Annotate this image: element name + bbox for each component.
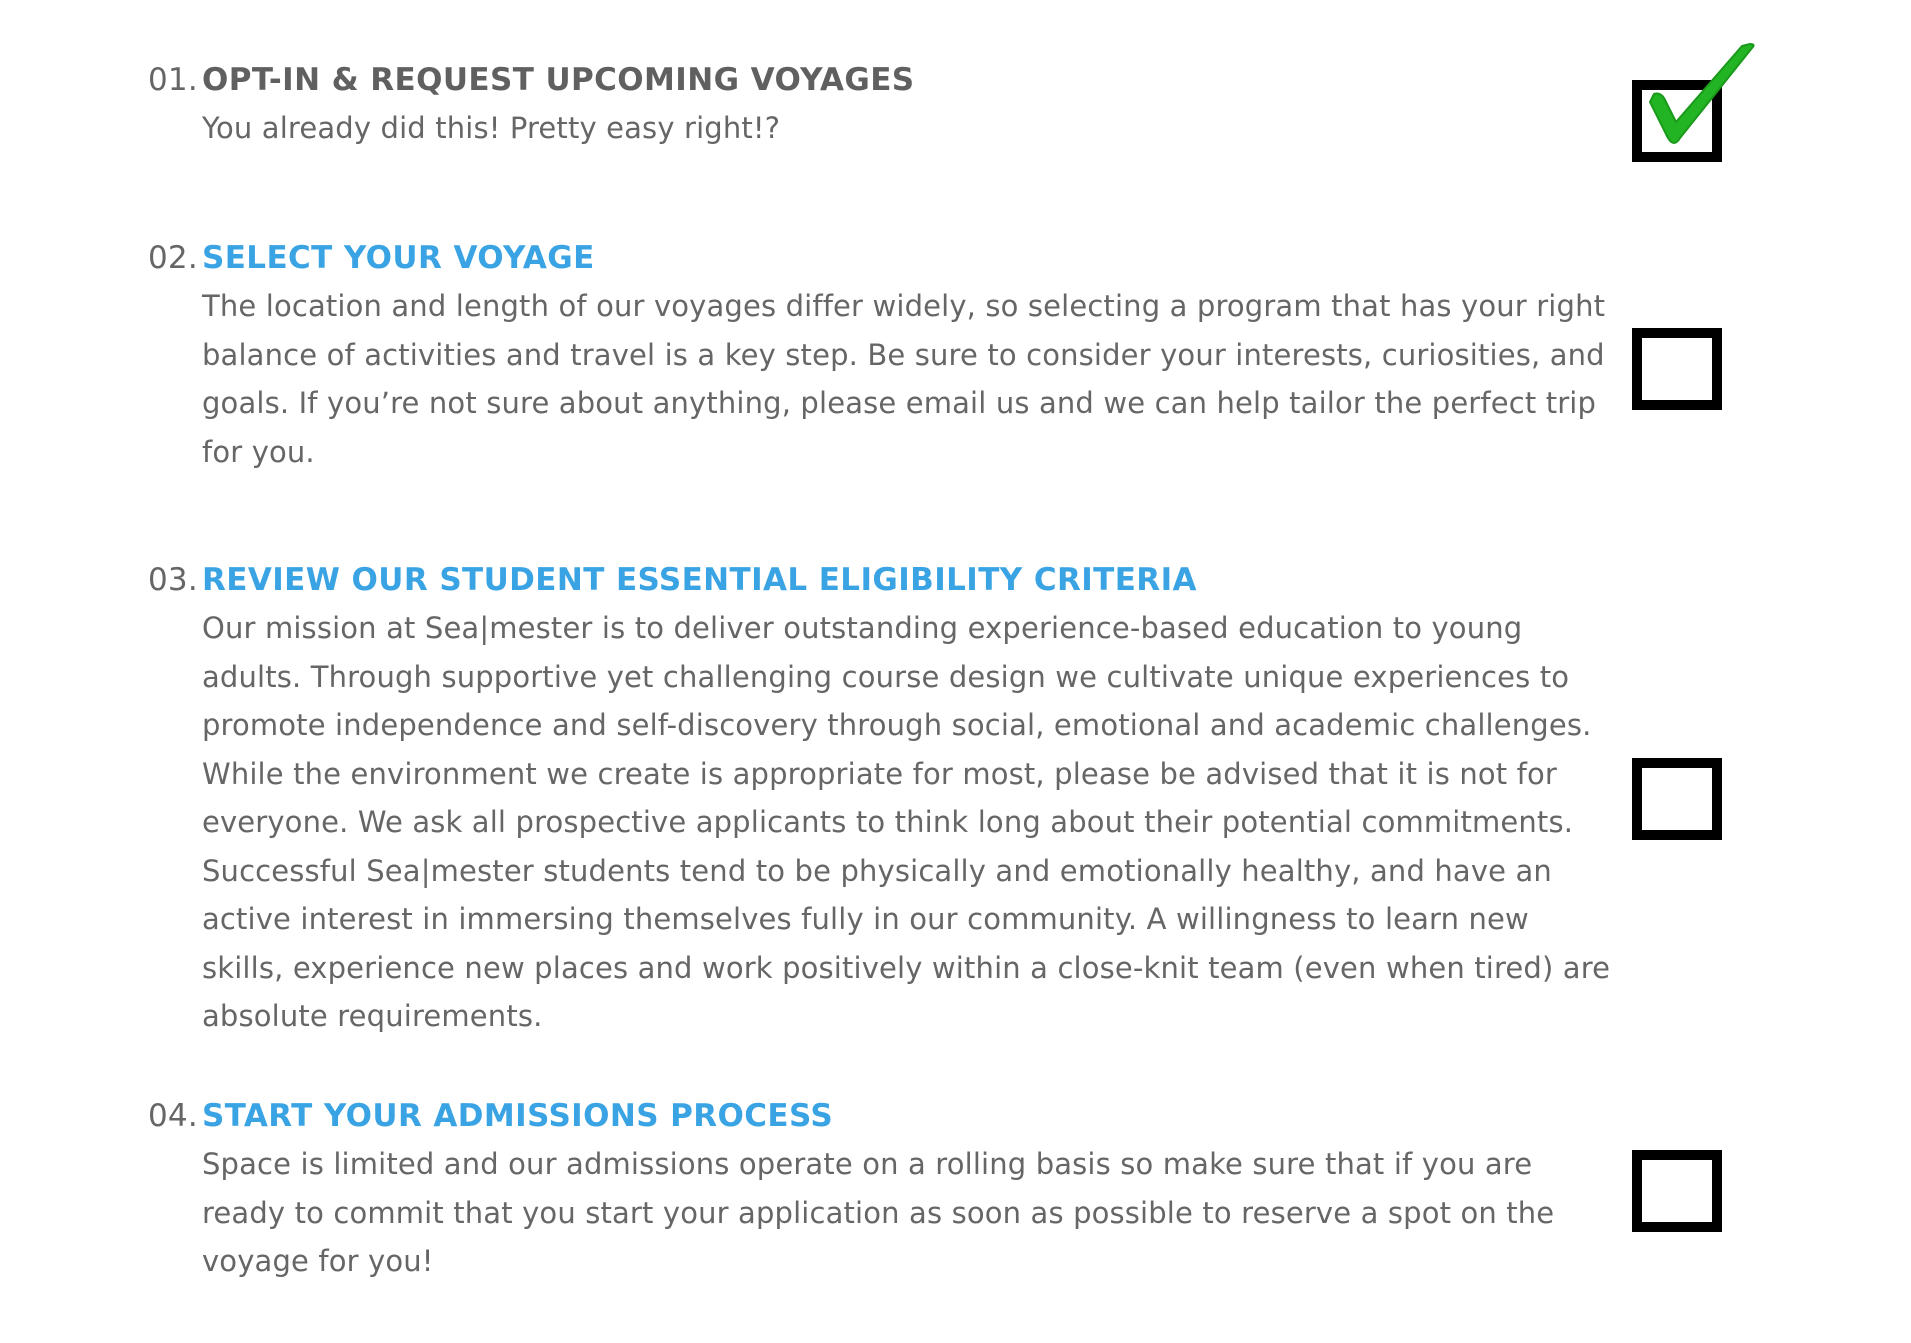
- step-1-checkbox[interactable]: [1632, 80, 1722, 162]
- step-4-description: Space is limited and our admissions operate on a rolling basis so make sure that if you are ready to commit that you start your application as soon as possible to reserve a spot on the voyage for you!: [202, 1147, 1555, 1278]
- step-3: [148, 556, 1611, 1041]
- step-3-title-link[interactable]: REVIEW OUR STUDENT ESSENTIAL ELIGIBILITY CRITERIA: [202, 562, 1197, 598]
- step-1-heading: [148, 56, 1608, 104]
- step-1-number: 01.: [148, 62, 198, 98]
- step-1-description: You already did this! Pretty easy right!?: [202, 111, 781, 145]
- step-4-checkbox[interactable]: [1632, 1150, 1722, 1232]
- step-2: [148, 234, 1608, 476]
- step-2-number: 02.: [148, 240, 198, 276]
- step-1: [148, 56, 1608, 153]
- step-3-description: Our mission at Sea|mester is to deliver outstanding experience-based education to young adults. Through supportive yet challenging course design we cultivate unique experiences to promote independence and self-discovery through social, emotional and academic challenges. While the environment we create is appropriate for most, please be advised that it is not for everyone. We ask all prospective applicants to think long about their potential commitments. Successful Sea|mester students tend to be physically and emotionally healthy, and have an active interest in immersing themselves fully in our community. A willingness to learn new skills, experience new places and work positively within a close-knit team (even when tired) are absolute requirements.: [202, 611, 1611, 1033]
- step-3-checkbox[interactable]: [1632, 758, 1722, 840]
- step-3-heading: [148, 556, 1608, 604]
- step-3-number: 03.: [148, 562, 198, 598]
- step-4: [148, 1092, 1608, 1286]
- step-1-title: OPT-IN & REQUEST UPCOMING VOYAGES: [202, 62, 915, 98]
- step-2-title-link[interactable]: SELECT YOUR VOYAGE: [202, 240, 595, 276]
- step-2-heading: [148, 234, 1608, 282]
- step-2-checkbox[interactable]: [1632, 328, 1722, 410]
- step-4-heading: [148, 1092, 1608, 1140]
- step-4-title-link[interactable]: START YOUR ADMISSIONS PROCESS: [202, 1098, 834, 1134]
- step-4-number: 04.: [148, 1098, 198, 1134]
- step-2-description: The location and length of our voyages differ widely, so selecting a program that has your right balance of activities and travel is a key step. Be sure to consider your interests, curiosities, and goals. If you’re not sure about anything, please email us and we can help tailor the perfect trip for you.: [202, 289, 1606, 469]
